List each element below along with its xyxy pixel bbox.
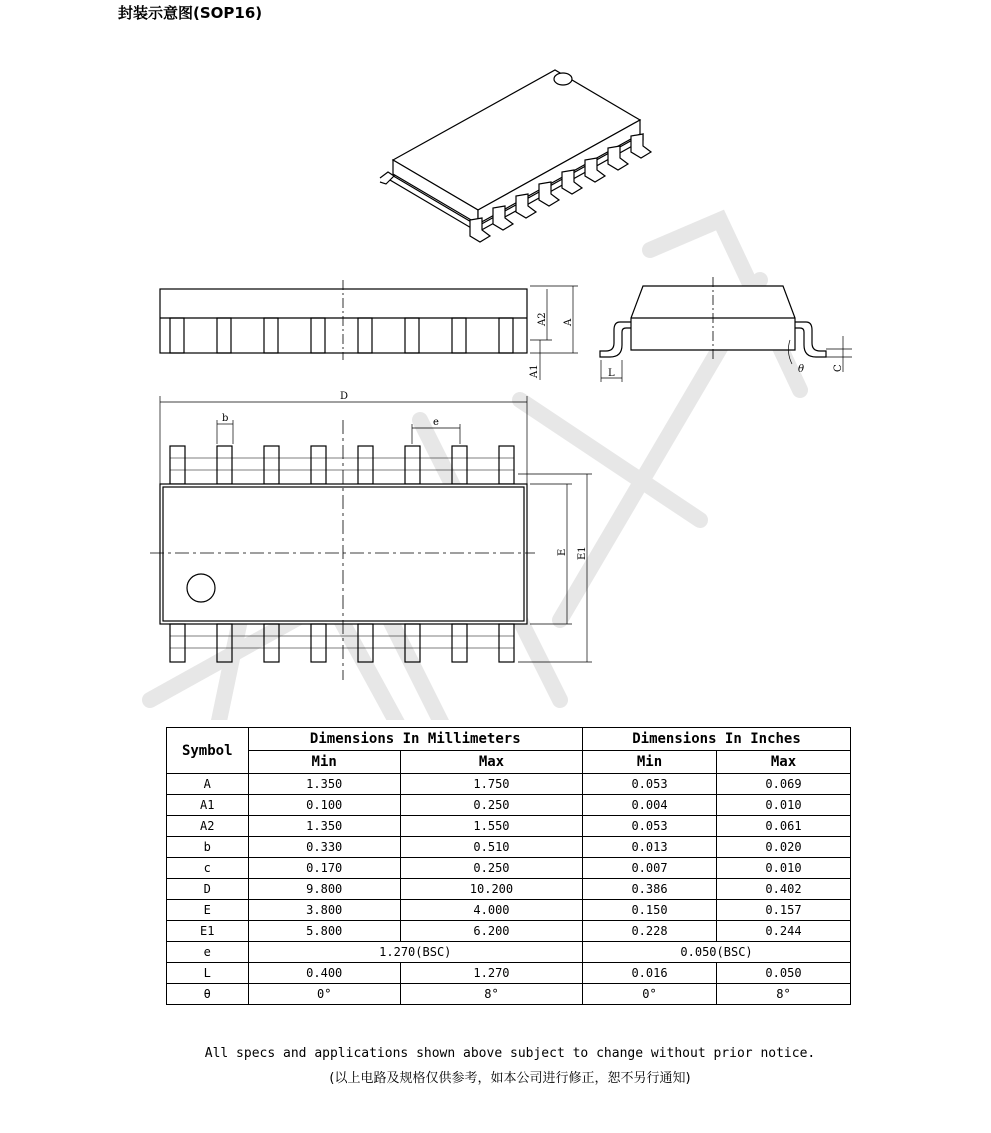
cell-in-min: 0.053 (583, 774, 717, 795)
cell-mm-min: 0.100 (248, 795, 400, 816)
package-3d-view (380, 70, 651, 242)
cell-mm-min: 5.800 (248, 921, 400, 942)
cell-mm-max: 1.750 (400, 774, 582, 795)
side-view (160, 280, 578, 380)
table-row (167, 963, 851, 984)
dim-label-l: L (608, 368, 615, 379)
header-symbol: Symbol (167, 728, 249, 774)
table-row (167, 942, 851, 963)
cell-mm-min: 0° (248, 984, 400, 1005)
cell-mm-max: 1.550 (400, 816, 582, 837)
cell-symbol: A (167, 774, 249, 795)
end-view (600, 277, 852, 382)
cell-in-min: 0.007 (583, 858, 717, 879)
table-row (167, 879, 851, 900)
dim-label-d: D (340, 391, 349, 402)
cell-in-max: 0.157 (716, 900, 850, 921)
cell-in-min: 0.386 (583, 879, 717, 900)
cell-in-max: 0.010 (716, 858, 850, 879)
dimensions-table (166, 727, 851, 1005)
cell-in-max: 0.010 (716, 795, 850, 816)
cell-in-min: 0.053 (583, 816, 717, 837)
header-in-max: Max (716, 751, 850, 774)
cell-in-span: 0.050(BSC) (583, 942, 851, 963)
cell-mm-max: 6.200 (400, 921, 582, 942)
cell-mm-max: 0.250 (400, 795, 582, 816)
cell-in-max: 0.061 (716, 816, 850, 837)
cell-symbol: A2 (167, 816, 249, 837)
dim-label-e1: E1 (577, 546, 588, 560)
cell-symbol: e (167, 942, 249, 963)
cell-mm-min: 3.800 (248, 900, 400, 921)
dim-label-e: E (557, 548, 568, 556)
header-millimeters: Dimensions In Millimeters (248, 728, 583, 751)
cell-mm-min: 1.350 (248, 816, 400, 837)
cell-mm-min: 0.330 (248, 837, 400, 858)
cell-in-max: 0.050 (716, 963, 850, 984)
dim-label-a2: A2 (537, 312, 548, 326)
header-in-min: Min (583, 751, 717, 774)
cell-symbol: L (167, 963, 249, 984)
cell-in-min: 0.228 (583, 921, 717, 942)
disclaimer-en: All specs and applications shown above subject to change without prior notice. (204, 1046, 816, 1061)
cell-symbol: E1 (167, 921, 249, 942)
page-title: 封装示意图(SOP16) (118, 4, 263, 22)
table-row (167, 774, 851, 795)
cell-symbol: D (167, 879, 249, 900)
table-row (167, 858, 851, 879)
table-row (167, 795, 851, 816)
cell-in-min: 0.016 (583, 963, 717, 984)
cell-mm-max: 8° (400, 984, 582, 1005)
cell-in-max: 0.244 (716, 921, 850, 942)
dim-label-a1: A1 (529, 364, 540, 378)
cell-symbol: c (167, 858, 249, 879)
top-leads-upper (170, 446, 514, 484)
cell-mm-min: 0.400 (248, 963, 400, 984)
cell-in-min: 0.013 (583, 837, 717, 858)
dim-label-a: A (563, 318, 574, 326)
dim-label-theta: θ (798, 364, 805, 375)
disclaimer-cn: (以上电路及规格仅供参考，如本公司进行修正，恕不另行通知) (329, 1071, 691, 1086)
cell-in-max: 0.402 (716, 879, 850, 900)
cell-mm-min: 0.170 (248, 858, 400, 879)
cell-mm-min: 9.800 (248, 879, 400, 900)
cell-symbol: b (167, 837, 249, 858)
table-row (167, 984, 851, 1005)
pin1-marker-3d (554, 73, 572, 85)
cell-in-min: 0.004 (583, 795, 717, 816)
cell-in-min: 0° (583, 984, 717, 1005)
cell-mm-min: 1.350 (248, 774, 400, 795)
cell-in-min: 0.150 (583, 900, 717, 921)
table-row (167, 837, 851, 858)
dim-label-e-pitch: e (433, 417, 439, 428)
cell-symbol: A1 (167, 795, 249, 816)
table-row (167, 900, 851, 921)
cell-mm-max: 4.000 (400, 900, 582, 921)
cell-symbol: θ (167, 984, 249, 1005)
header-mm-min: Min (248, 751, 400, 774)
cell-symbol: E (167, 900, 249, 921)
cell-mm-max: 0.250 (400, 858, 582, 879)
cell-mm-max: 10.200 (400, 879, 582, 900)
cell-mm-max: 1.270 (400, 963, 582, 984)
header-inches: Dimensions In Inches (583, 728, 851, 751)
cell-in-max: 8° (716, 984, 850, 1005)
dim-label-c: C (833, 364, 844, 372)
cell-in-max: 0.069 (716, 774, 850, 795)
table-row (167, 816, 851, 837)
cell-in-max: 0.020 (716, 837, 850, 858)
cell-mm-span: 1.270(BSC) (248, 942, 583, 963)
cell-mm-max: 0.510 (400, 837, 582, 858)
header-mm-max: Max (400, 751, 582, 774)
table-row (167, 921, 851, 942)
dim-label-b: b (222, 413, 229, 424)
